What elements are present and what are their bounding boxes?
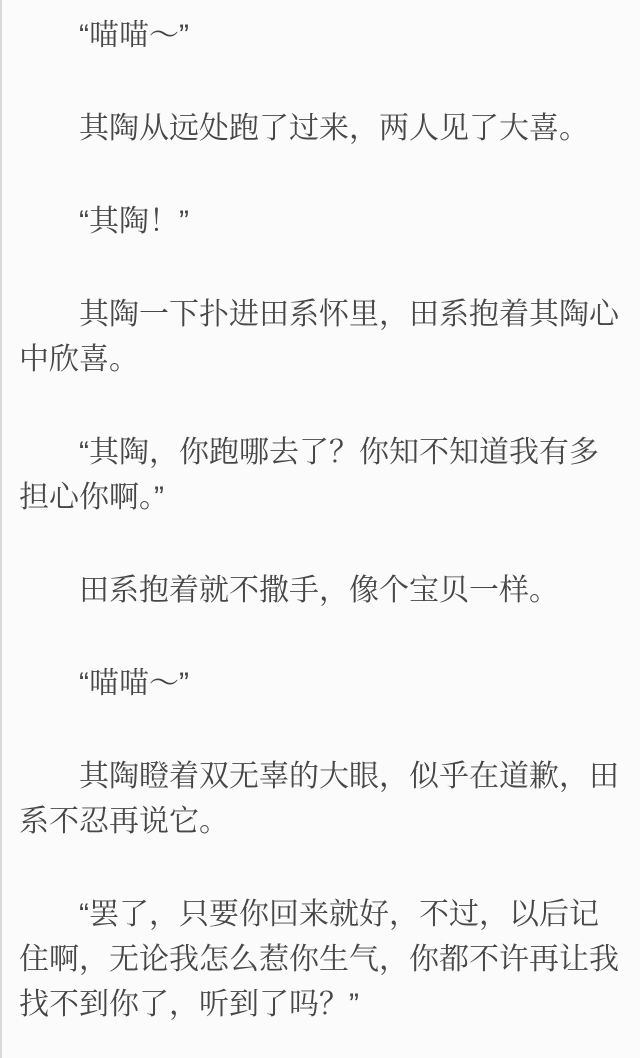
paragraph: 其陶一下扑进田系怀里，田系抱着其陶心中欣喜。: [19, 298, 619, 376]
paragraph: “其陶，你跑哪去了？你知不知道我有多担心你啊。”: [19, 436, 599, 514]
reading-content: [19, 13, 626, 1027]
paragraph: “喵喵～”: [79, 19, 189, 52]
paragraph: 田系抱着就不撒手，像个宝贝一样。: [79, 574, 559, 607]
paragraph: “罢了，只要你回来就好，不过，以后记住啊，无论我怎么惹你生气，你都不许再让我找不到你了，听到了吗？”: [19, 898, 619, 1021]
paragraph: 其陶从远处跑了过来，两人见了大喜。: [79, 112, 589, 145]
paragraph: “其陶！”: [79, 205, 189, 238]
paragraph: “喵喵～”: [79, 667, 189, 700]
paragraph: 其陶瞪着双无辜的大眼，似乎在道歉，田系不忍再说它。: [19, 760, 619, 838]
